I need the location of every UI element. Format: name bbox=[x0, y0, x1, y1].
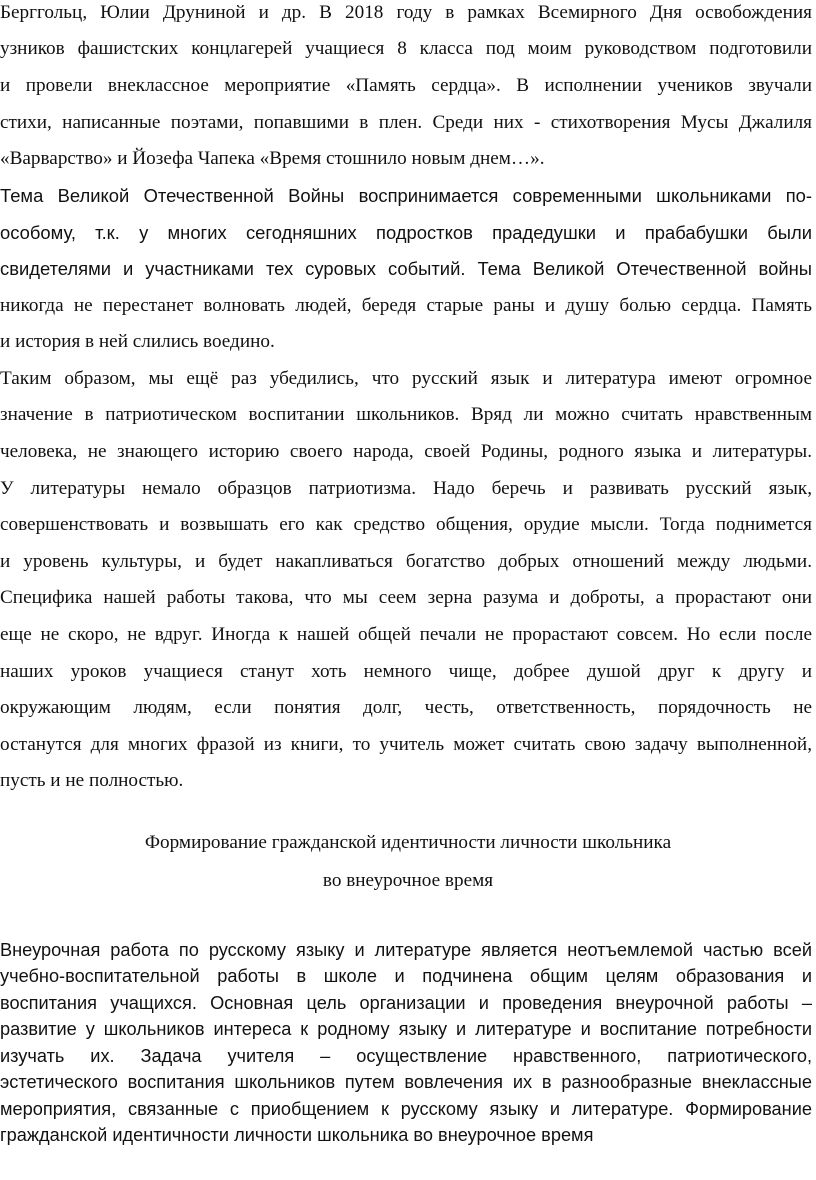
paragraph-line: узников фашистских концлагерей учащиеся 8 класса под моим руководством подготовили bbox=[0, 38, 812, 59]
paragraph-line: совершенствовать и возвышать его как средство общения, орудие мысли. Тогда поднимется bbox=[0, 514, 812, 535]
paragraph-line: и провели внеклассное мероприятие «Память сердца». В исполнении учеников звучали bbox=[0, 75, 812, 96]
paragraph-line: свидетелями и участниками тех суровых событий. Тема Великой Отечественной войны bbox=[0, 258, 812, 279]
paragraph-line: воспитания учащихся. Основная цель организации и проведения внеурочной работы – bbox=[0, 993, 812, 1013]
paragraph-line: эстетического воспитания школьников путем вовлечения их в разнообразные внеклассные bbox=[0, 1072, 812, 1092]
paragraph-line: Берггольц, Юлии Друниной и др. В 2018 году в рамках Всемирного Дня освобождения bbox=[0, 2, 812, 23]
paragraph-line: учебно-воспитательной работы в школе и подчинена общим целям образования и bbox=[0, 966, 812, 986]
paragraph-line: наших уроков учащиеся станут хоть немного чище, добрее душой друг к другу и bbox=[0, 661, 812, 682]
paragraph-line: изучать их. Задача учителя – осуществление нравственного, патриотического, bbox=[0, 1046, 812, 1066]
paragraph-line: Таким образом, мы ещё раз убедились, что русский язык и литература имеют огромное bbox=[0, 368, 812, 389]
heading-line-1: Формирование гражданской идентичности личности школьника bbox=[144, 832, 672, 853]
paragraph-line: человека, не знающего историю своего народа, своей Родины, родного языка и литературы. bbox=[0, 441, 812, 462]
paragraph-line: останутся для многих фразой из книги, то учитель может считать свою задачу выполненной, bbox=[0, 734, 812, 755]
paragraph-line: никогда не перестанет волновать людей, бередя старые раны и душу болью сердца. Память bbox=[0, 295, 812, 316]
paragraph-line: Тема Великой Отечественной Войны воспринимается современными школьниками по- bbox=[0, 185, 812, 206]
paragraph-line: развитие у школьников интереса к родному языку и литературе и воспитание потребности bbox=[0, 1019, 812, 1039]
paragraph-line: окружающим людям, если понятия долг, честь, ответственность, порядочность не bbox=[0, 697, 812, 718]
paragraph-line: значение в патриотическом воспитании школьников. Вряд ли можно считать нравственным bbox=[0, 404, 812, 425]
paragraph-line: У литературы немало образцов патриотизма. Надо беречь и развивать русский язык, bbox=[0, 478, 812, 499]
heading-line-2: во внеурочное время bbox=[322, 870, 494, 891]
paragraph-line: особому, т.к. у многих сегодняшних подростков прадедушки и прабабушки были bbox=[0, 222, 812, 243]
paragraph-line: мероприятия, связанные с приобщением к русскому языку и литературе. Формирование bbox=[0, 1099, 812, 1119]
paragraph-line: и уровень культуры, и будет накапливаться богатство добрых отношений между людьми. bbox=[0, 551, 812, 572]
paragraph-line: «Варварство» и Йозефа Чапека «Время стошнило новым днем…». bbox=[0, 148, 545, 169]
paragraph-line: Специфика нашей работы такова, что мы сеем зерна разума и доброты, а прорастают они bbox=[0, 587, 812, 608]
paragraph-line: стихи, написанные поэтами, попавшими в плен. Среди них - стихотворения Мусы Джалиля bbox=[0, 112, 812, 133]
paragraph-line: и история в ней слились воедино. bbox=[0, 331, 275, 352]
paragraph-line: пусть и не полностью. bbox=[0, 770, 184, 791]
paragraph-line: Внеурочная работа по русскому языку и литературе является неотъемлемой частью всей bbox=[0, 940, 812, 960]
paragraph-line: гражданской идентичности личности школьника во внеурочное время bbox=[0, 1125, 594, 1145]
paragraph-line: еще не скоро, не вдруг. Иногда к нашей общей печали не прорастают совсем. Но если после bbox=[0, 624, 812, 645]
